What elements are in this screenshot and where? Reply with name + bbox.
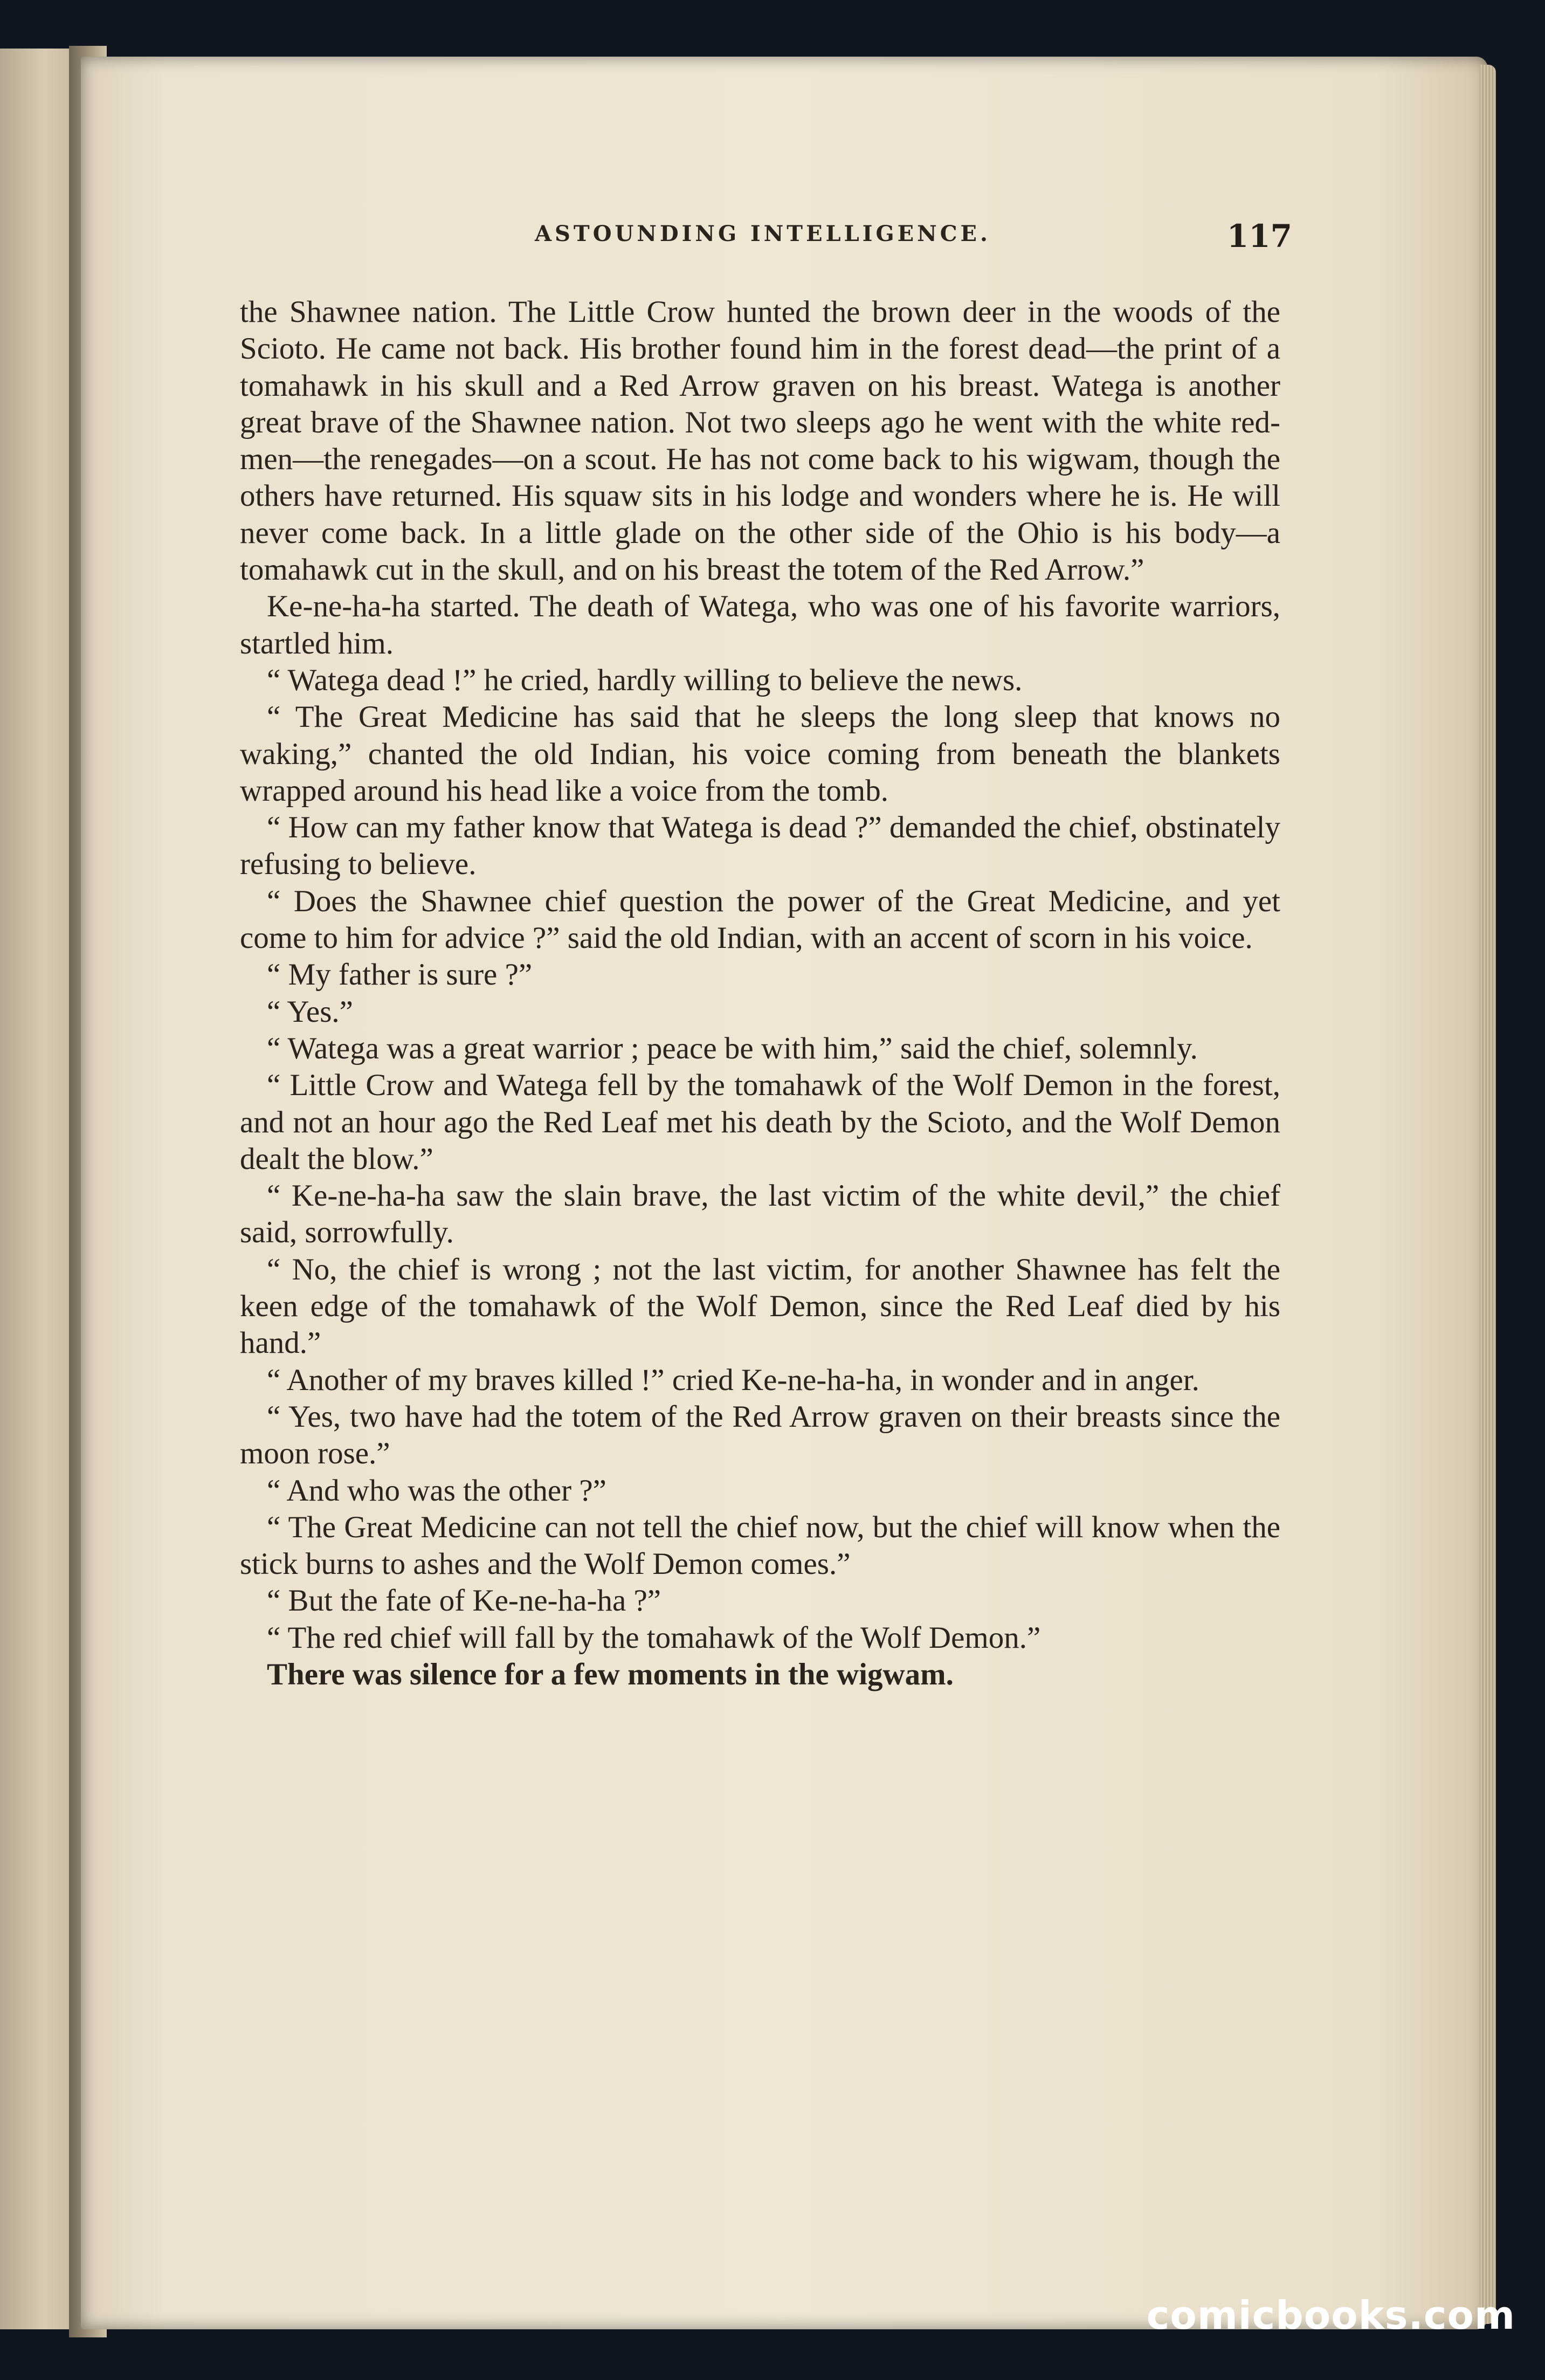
paragraph: “ Yes, two have had the totem of the Red Arrow graven on their breasts since the moon rose.” — [240, 1399, 1280, 1471]
paragraph: the Shawnee nation. The Little Crow hunted the brown deer in the woods of the Scioto. He came not back. His brother found him in the forest dead—the print of a tomahawk in his skull and a Red Arrow graven on his breast. Watega is another great brave of the Shawnee nation. Not two sleeps ago he went with the white red-men—the renegades—on a scout. He has not come back to his wigwam, though the others have returned. His squaw sits in his lodge and wonders where he is. He will never come back. In a little glade on the other side of the Ohio is his body—a tomahawk cut in the skull, and on his breast the totem of the Red Arrow.” — [240, 295, 1280, 587]
paragraph-closing: There was silence for a few moments in the wigwam. — [267, 1657, 954, 1691]
paragraph: “ The red chief will fall by the tomahawk of the Wolf Demon.” — [267, 1620, 1041, 1655]
watermark-logo: comicbooks.com — [1146, 2293, 1515, 2338]
paragraph: “ Another of my braves killed !” cried Ke-ne-ha-ha, in wonder and in anger. — [267, 1363, 1199, 1397]
paragraph: “ My father is sure ?” — [267, 958, 533, 992]
paragraph: “ Little Crow and Watega fell by the tomahawk of the Wolf Demon in the forest, and not an hour ago the Red Leaf met his death by the Scioto, and the Wolf Demon dealt the blow.” — [240, 1068, 1280, 1176]
page-stack-edge — [1480, 65, 1496, 2324]
paragraph: “ The Great Medicine can not tell the chief now, but the chief will know when the stick burns to ashes and the Wolf Demon comes.” — [240, 1510, 1280, 1581]
paragraph: “ But the fate of Ke-ne-ha-ha ?” — [267, 1584, 661, 1618]
paragraph: “ Watega was a great warrior ; peace be with him,” said the chief, solemnly. — [267, 1031, 1198, 1065]
paragraph: Ke-ne-ha-ha started. The death of Watega, who was one of his favorite warriors, startled him. — [240, 589, 1280, 661]
running-head: ASTOUNDING INTELLIGENCE. — [535, 221, 991, 246]
paragraph: “ Yes.” — [267, 994, 353, 1029]
page-header — [240, 218, 1292, 264]
paragraph: “ Watega dead !” he cried, hardly willing to believe the news. — [267, 663, 1023, 697]
paragraph: “ No, the chief is wrong ; not the last victim, for another Shawnee has felt the keen edge of the tomahawk of the Wolf Demon, since the Red Leaf died by his hand.” — [240, 1252, 1280, 1360]
paragraph: “ Does the Shawnee chief question the power of the Great Medicine, and yet come to him for advice ?” said the old Indian, with an accent of scorn in his voice. — [240, 884, 1280, 955]
paragraph: “ And who was the other ?” — [267, 1473, 606, 1508]
body-text — [240, 294, 1280, 1693]
paragraph: “ The Great Medicine has said that he sleeps the long sleep that knows no waking,” chanted the old Indian, his voice coming from beneath the blankets wrapped around his head like a voice from the tomb. — [240, 700, 1280, 808]
paragraph: “ Ke-ne-ha-ha saw the slain brave, the last victim of the white devil,” the chief said, sorrowfully. — [240, 1179, 1280, 1250]
paragraph: “ How can my father know that Watega is dead ?” demanded the chief, obstinately refusing to believe. — [240, 810, 1280, 882]
page-number: 117 — [1226, 218, 1292, 254]
